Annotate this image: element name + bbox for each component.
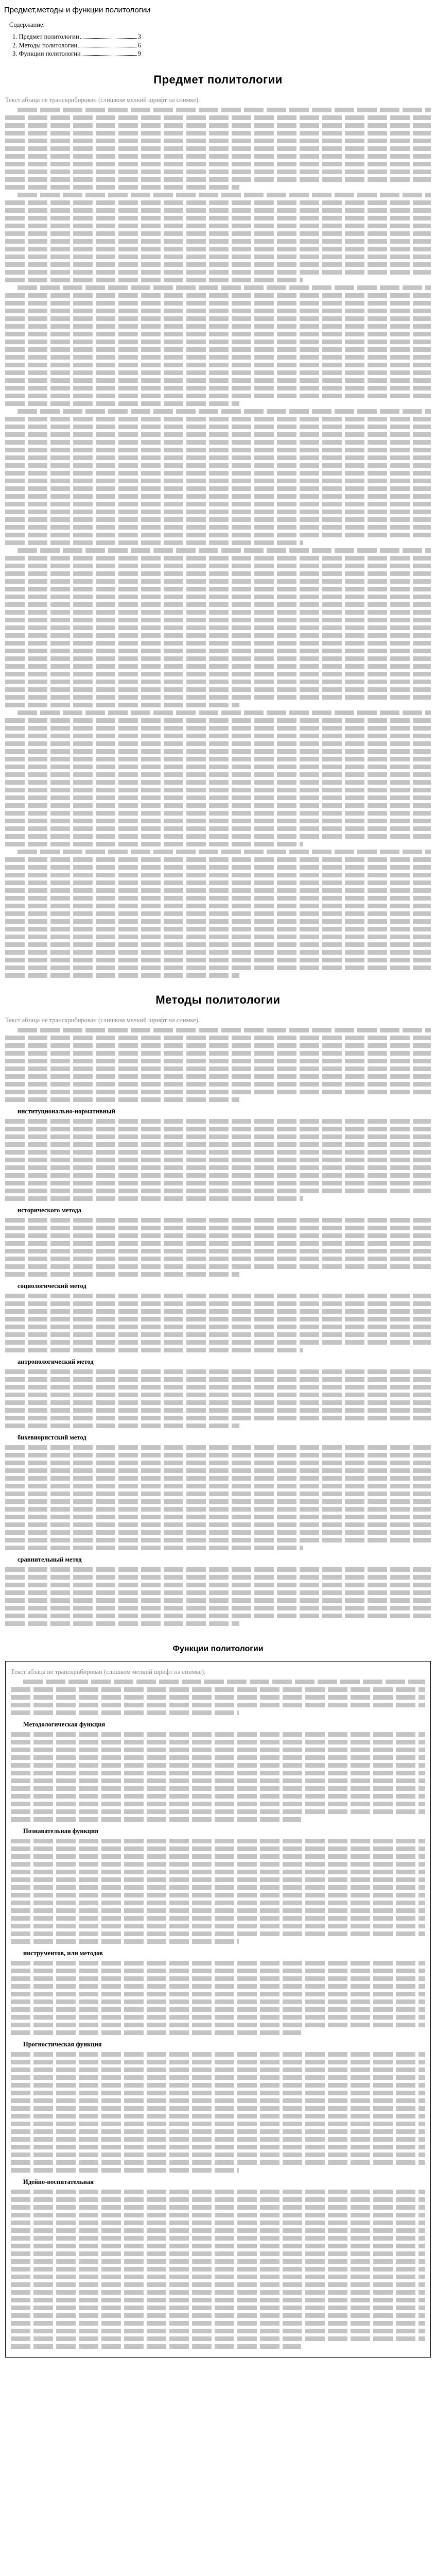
untranscribed-text-block (5, 1294, 431, 1352)
toc-item[interactable] (12, 32, 141, 41)
toc-leader (80, 38, 137, 39)
toc-item[interactable] (12, 41, 141, 49)
untranscribed-text-note: Текст абзаца не транскрибирован (слишком мелкий шрифт на снимке). (5, 96, 200, 104)
term-institutional: институционально-нормативный (18, 1107, 115, 1115)
functions-bordered-box (5, 1661, 431, 2358)
methods-comparative-paragraph (5, 1555, 431, 1564)
untranscribed-text-block (11, 1961, 425, 2035)
section-title-functions: Функции политологии (172, 1644, 264, 1653)
functions-tools-paragraph (11, 1949, 425, 1958)
functions-ideological-paragraph (11, 2178, 425, 2187)
untranscribed-text-block (5, 1016, 431, 1102)
term-cognitive: Познавательная функция (23, 1827, 98, 1835)
toc-item-label: 2. Методы политологии (12, 41, 78, 49)
term-historical: исторического метода (18, 1206, 81, 1214)
untranscribed-text-block (5, 1567, 431, 1626)
methods-sociological-paragraph (5, 1282, 431, 1291)
functions-methodological-paragraph (11, 1720, 425, 1729)
term-behavioral: бихевиористский метод (18, 1433, 86, 1441)
untranscribed-text-note: Текст абзаца не транскрибирован (слишком мелкий шрифт на снимке). (11, 1668, 206, 1675)
untranscribed-text-block (5, 1218, 431, 1277)
methods-behavioral-paragraph (5, 1433, 431, 1442)
section-subject (0, 96, 436, 978)
toc-item[interactable] (12, 49, 141, 58)
methods-anthropological-paragraph (5, 1358, 431, 1366)
section-title-methods: Методы политологии (155, 993, 281, 1007)
toc-item-label: 1. Предмет политологии (12, 33, 79, 41)
methods-historical-paragraph (5, 1206, 431, 1215)
untranscribed-text-block (11, 1839, 425, 1944)
methods-institutional-paragraph (5, 1107, 431, 1116)
term-prognostic: Прогностическая функция (23, 2040, 102, 2048)
untranscribed-text-note: Текст абзаца не транскрибирован (слишком мелкий шрифт на снимке). (5, 1016, 200, 1024)
untranscribed-text-block (5, 1445, 431, 1550)
toc-leader (82, 55, 137, 56)
untranscribed-text-block (11, 1668, 425, 1715)
section-title-subject: Предмет политологии (153, 73, 283, 87)
toc-item-label: 3. Функции политологии (12, 49, 81, 57)
term-sociological: социологический метод (18, 1282, 86, 1290)
term-comparative: сравнительный метод (18, 1555, 82, 1563)
toc-heading: Содержание: (9, 21, 45, 29)
untranscribed-text-block (5, 96, 431, 978)
toc-item-page: 9 (137, 49, 141, 57)
toc-item-page: 3 (137, 33, 141, 41)
term-tools: инструментов, или методов (23, 1949, 103, 1957)
untranscribed-text-block (11, 2190, 425, 2349)
toc-item-page: 6 (137, 41, 141, 49)
untranscribed-text-block (11, 1732, 425, 1822)
table-of-contents (9, 21, 436, 58)
untranscribed-text-block (5, 1119, 431, 1201)
term-ideological: Идейно-воспитательная (23, 2178, 94, 2185)
untranscribed-text-block (5, 1369, 431, 1428)
section-methods (0, 1016, 436, 1626)
term-methodological: Методологическая функция (23, 1720, 106, 1728)
document-title: Предмет,методы и функции политологии (4, 6, 151, 14)
term-anthropological: антропологический метод (18, 1358, 94, 1365)
functions-cognitive-paragraph (11, 1827, 425, 1836)
functions-prognostic-paragraph (11, 2040, 425, 2049)
untranscribed-text-block (11, 2052, 425, 2173)
